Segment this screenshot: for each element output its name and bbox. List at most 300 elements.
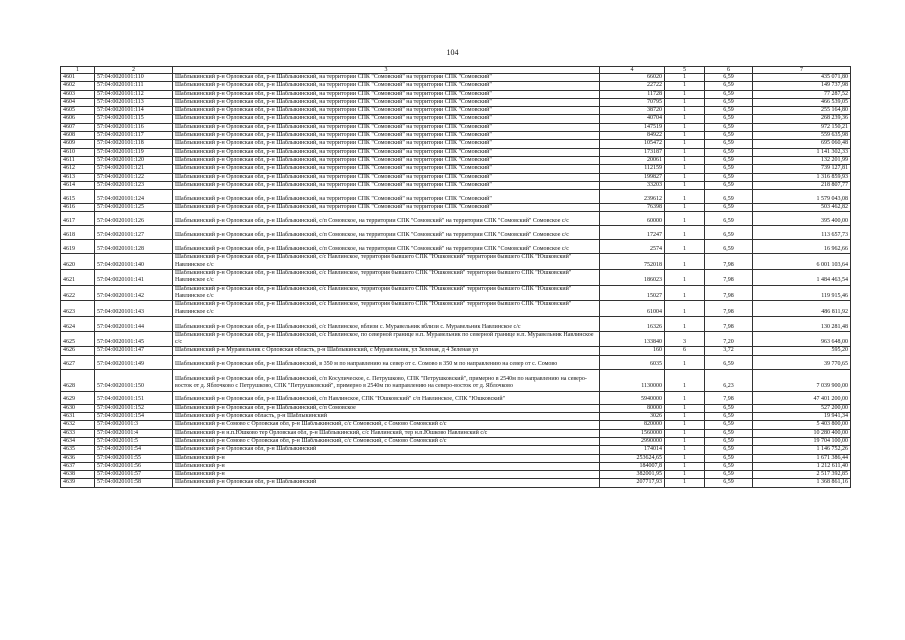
row-number-cell: 4615 bbox=[61, 190, 95, 204]
area-cell: 3026 bbox=[600, 413, 665, 421]
address-cell: Шаблыкинский р-н Орловская обл, р-н Шаблыкинский, с/с Навлинское, территория бывшего СПК "Юшковский" территория бывшего СПК "Юшковский" Навлинское с/с bbox=[173, 301, 600, 317]
address-cell: Шаблыкинский р-н Орловская обл, р-н Шаблыкинский bbox=[173, 479, 600, 487]
address-cell: Шаблыкинский р-н Орловская обл, р-н Шаблыкинский, на территории СПК "Сомовский" на территории СПК "Сомовский" bbox=[173, 140, 600, 148]
value-cell: 1 141 302,33 bbox=[753, 148, 851, 156]
table-row bbox=[61, 404, 851, 412]
cadastral-number-cell: 57:04:0020101:5 bbox=[95, 437, 173, 445]
value-cell: 255 164,80 bbox=[753, 107, 851, 115]
cadastral-number-cell: 57:04:0020101:145 bbox=[95, 331, 173, 347]
category-cell: 1 bbox=[665, 156, 705, 164]
table-row bbox=[61, 82, 851, 90]
area-cell: 80000 bbox=[600, 404, 665, 412]
table-row bbox=[61, 446, 851, 454]
category-cell: 1 bbox=[665, 471, 705, 479]
row-number-cell: 4606 bbox=[61, 115, 95, 123]
table-row bbox=[61, 454, 851, 462]
category-cell: 1 bbox=[665, 212, 705, 226]
rate-cell: 6,59 bbox=[705, 148, 753, 156]
table-row bbox=[61, 98, 851, 106]
category-cell: 1 bbox=[665, 446, 705, 454]
rate-cell: 6,59 bbox=[705, 355, 753, 369]
address-cell: Шаблыкинский р-н Орловская обл, р-н Шаблыкинский, с/с Навлинское, по северной границе н.п. Муравельник по северной границе н.п. Муравельник Навлинское с/с bbox=[173, 331, 600, 347]
address-cell: Шаблыкинский р-н bbox=[173, 462, 600, 470]
header-cell: 3 bbox=[173, 67, 600, 74]
rate-cell: 6,59 bbox=[705, 437, 753, 445]
row-number-cell: 4632 bbox=[61, 421, 95, 429]
table-row bbox=[61, 74, 851, 82]
cadastral-number-cell: 57:04:0020101:151 bbox=[95, 391, 173, 404]
row-number-cell: 4622 bbox=[61, 285, 95, 301]
cadastral-number-cell: 57:04:0020101:121 bbox=[95, 165, 173, 173]
table-row bbox=[61, 107, 851, 115]
address-cell: Шаблыкинский р-н Орловская область, р-н Шаблыкинский bbox=[173, 413, 600, 421]
table-row bbox=[61, 90, 851, 98]
header-cell: 4 bbox=[600, 67, 665, 74]
address-cell: Шаблыкинский р-н bbox=[173, 471, 600, 479]
category-cell: 1 bbox=[665, 165, 705, 173]
row-number-cell: 4624 bbox=[61, 316, 95, 331]
address-cell: Шаблыкинский р-н Орловская обл, р-н Шаблыкинский, на территории СПК "Сомовский" на территории СПК "Сомовский" bbox=[173, 132, 600, 140]
table-row bbox=[61, 369, 851, 391]
cadastral-number-cell: 57:04:0020101:113 bbox=[95, 98, 173, 106]
table-row bbox=[61, 204, 851, 212]
address-cell: Шаблыкинский р-н Орловская обл, р-н Шаблыкинский, с/с Навлинское, территория бывшего СПК "Юшковский" территория бывшего СПК "Юшковский" Навлинское с/с bbox=[173, 270, 600, 286]
category-cell: 1 bbox=[665, 90, 705, 98]
cadastral-number-cell: 57:04:0020101:115 bbox=[95, 115, 173, 123]
value-cell: 47 401 200,00 bbox=[753, 391, 851, 404]
category-cell: 1 bbox=[665, 454, 705, 462]
row-number-cell: 4604 bbox=[61, 98, 95, 106]
rate-cell: 6,59 bbox=[705, 204, 753, 212]
value-cell: 39 770,65 bbox=[753, 355, 851, 369]
address-cell: Шаблыкинский р-н Орловская обл, р-н Шаблыкинский, на территории СПК "Сомовский" на территории СПК "Сомовский" bbox=[173, 115, 600, 123]
category-cell: 1 bbox=[665, 82, 705, 90]
area-cell: 76398 bbox=[600, 204, 665, 212]
area-cell: 105472 bbox=[600, 140, 665, 148]
row-number-cell: 4601 bbox=[61, 74, 95, 82]
value-cell: 1 368 861,16 bbox=[753, 479, 851, 487]
table-row bbox=[61, 165, 851, 173]
row-number-cell: 4607 bbox=[61, 123, 95, 131]
row-number-cell: 4638 bbox=[61, 471, 95, 479]
row-number-cell: 4608 bbox=[61, 132, 95, 140]
cadastral-number-cell: 57:04:0020101:110 bbox=[95, 74, 173, 82]
address-cell: Шаблыкинский р-н Орловская обл, р-н Шаблыкинский, с/с Навлинское, вблизи с. Муравельник вблизи с. Муравельник Навлинское с/с bbox=[173, 316, 600, 331]
value-cell: 6 001 103,64 bbox=[753, 254, 851, 270]
category-cell: 1 bbox=[665, 429, 705, 437]
area-cell: 173187 bbox=[600, 148, 665, 156]
value-cell: 149 737,98 bbox=[753, 82, 851, 90]
table-row bbox=[61, 421, 851, 429]
value-cell: 77 287,52 bbox=[753, 90, 851, 98]
cadastral-number-cell: 57:04:0020101:117 bbox=[95, 132, 173, 140]
row-number-cell: 4635 bbox=[61, 446, 95, 454]
rate-cell: 6,59 bbox=[705, 454, 753, 462]
cadastral-number-cell: 57:04:0020101:124 bbox=[95, 190, 173, 204]
category-cell: 1 bbox=[665, 413, 705, 421]
table-row bbox=[61, 391, 851, 404]
rate-cell: 6,59 bbox=[705, 82, 753, 90]
area-cell: 70795 bbox=[600, 98, 665, 106]
row-number-cell: 4614 bbox=[61, 181, 95, 189]
value-cell: 119 915,46 bbox=[753, 285, 851, 301]
column-number-row bbox=[61, 67, 851, 74]
rate-cell: 7,98 bbox=[705, 316, 753, 331]
cadastral-number-cell: 57:04:0020101:125 bbox=[95, 204, 173, 212]
area-cell: 2574 bbox=[600, 240, 665, 254]
table-row bbox=[61, 429, 851, 437]
address-cell: Шаблыкинский р-н Орловская обл, р-н Шаблыкинский, на территории СПК "Сомовский" на территории СПК "Сомовский" bbox=[173, 123, 600, 131]
rate-cell: 7,98 bbox=[705, 301, 753, 317]
row-number-cell: 4623 bbox=[61, 301, 95, 317]
row-number-cell: 4621 bbox=[61, 270, 95, 286]
category-cell: 1 bbox=[665, 204, 705, 212]
cadastral-number-cell: 57:04:0020101:118 bbox=[95, 140, 173, 148]
header-cell: 6 bbox=[705, 67, 753, 74]
address-cell: Шаблыкинский р-н Орловская обл, р-н Шаблыкинский, с/п Сомовское bbox=[173, 404, 600, 412]
row-number-cell: 4633 bbox=[61, 429, 95, 437]
row-number-cell: 4629 bbox=[61, 391, 95, 404]
row-number-cell: 4639 bbox=[61, 479, 95, 487]
area-cell: 112159 bbox=[600, 165, 665, 173]
area-cell: 17247 bbox=[600, 226, 665, 240]
rate-cell: 6,59 bbox=[705, 413, 753, 421]
row-number-cell: 4603 bbox=[61, 90, 95, 98]
rate-cell: 6,59 bbox=[705, 115, 753, 123]
table-row bbox=[61, 173, 851, 181]
value-cell: 1 579 043,08 bbox=[753, 190, 851, 204]
table-row bbox=[61, 355, 851, 369]
area-cell: 66020 bbox=[600, 74, 665, 82]
value-cell: 268 239,36 bbox=[753, 115, 851, 123]
address-cell: Шаблыкинский р-н Орловская обл, р-н Шаблыкинский, с/п Косулическое, с. Петрушково, СПК "Петрушковский", примерно в 2540м по направлению на северо-восток от д. Яблочково с Петрушково, СПК "Петрушковский", примерно в 2540м по направлению на северо-восток от д. Яблочково bbox=[173, 369, 600, 391]
cadastral-number-cell: 57:04:0020101:58 bbox=[95, 479, 173, 487]
value-cell: 1 484 463,54 bbox=[753, 270, 851, 286]
category-cell: 1 bbox=[665, 285, 705, 301]
area-cell: 6035 bbox=[600, 355, 665, 369]
rate-cell: 6,59 bbox=[705, 107, 753, 115]
rate-cell: 6,59 bbox=[705, 132, 753, 140]
cadastral-number-cell: 57:04:0020101:56 bbox=[95, 462, 173, 470]
area-cell: 2990000 bbox=[600, 437, 665, 445]
table-row bbox=[61, 254, 851, 270]
value-cell: 132 201,99 bbox=[753, 156, 851, 164]
area-cell: 147519 bbox=[600, 123, 665, 131]
row-number-cell: 4602 bbox=[61, 82, 95, 90]
address-cell: Шаблыкинский р-н Орловская обл, р-н Шаблыкинский, с/п Сомовское, на территории СПК "Сомовский" на территории СПК "Сомовский" Сомовское с/с bbox=[173, 226, 600, 240]
category-cell: 1 bbox=[665, 369, 705, 391]
address-cell: Шаблыкинский р-н Орловская обл, р-н Шаблыкинский, на территории СПК "Сомовский" на территории СПК "Сомовский" bbox=[173, 204, 600, 212]
rate-cell: 6,59 bbox=[705, 181, 753, 189]
cadastral-number-cell: 57:04:0020101:122 bbox=[95, 173, 173, 181]
rate-cell: 6,59 bbox=[705, 240, 753, 254]
value-cell: 7 039 900,00 bbox=[753, 369, 851, 391]
header-cell: 2 bbox=[95, 67, 173, 74]
address-cell: Шаблыкинский р-н Орловская обл, р-н Шаблыкинский, с/п Навлинское, СПК "Юшковский" с/п Навлинское, СПК "Юшковский" bbox=[173, 391, 600, 404]
category-cell: 1 bbox=[665, 173, 705, 181]
rate-cell: 7,20 bbox=[705, 331, 753, 347]
value-cell: 2 517 392,85 bbox=[753, 471, 851, 479]
rate-cell: 7,98 bbox=[705, 270, 753, 286]
table-row bbox=[61, 413, 851, 421]
area-cell: 174014 bbox=[600, 446, 665, 454]
rate-cell: 3,72 bbox=[705, 347, 753, 355]
row-number-cell: 4628 bbox=[61, 369, 95, 391]
row-number-cell: 4619 bbox=[61, 240, 95, 254]
rate-cell: 6,59 bbox=[705, 404, 753, 412]
row-number-cell: 4634 bbox=[61, 437, 95, 445]
cadastral-number-cell: 57:04:0020101:55 bbox=[95, 454, 173, 462]
value-cell: 739 127,81 bbox=[753, 165, 851, 173]
cadastral-number-cell: 57:04:0020101:127 bbox=[95, 226, 173, 240]
value-cell: 972 150,21 bbox=[753, 123, 851, 131]
value-cell: 695 060,48 bbox=[753, 140, 851, 148]
rate-cell: 6,59 bbox=[705, 90, 753, 98]
address-cell: Шаблыкинский р-н Орловская обл, р-н Шаблыкинский, на территории СПК "Сомовский" на территории СПК "Сомовский" bbox=[173, 181, 600, 189]
category-cell: 1 bbox=[665, 240, 705, 254]
category-cell: 1 bbox=[665, 115, 705, 123]
row-number-cell: 4637 bbox=[61, 462, 95, 470]
table-row bbox=[61, 437, 851, 445]
area-cell: 199827 bbox=[600, 173, 665, 181]
rate-cell: 7,98 bbox=[705, 254, 753, 270]
area-cell: 382001,95 bbox=[600, 471, 665, 479]
category-cell: 1 bbox=[665, 74, 705, 82]
cadastral-number-cell: 57:04:0020101:147 bbox=[95, 347, 173, 355]
area-cell: 61004 bbox=[600, 301, 665, 317]
area-cell: 133840 bbox=[600, 331, 665, 347]
rate-cell: 6,59 bbox=[705, 190, 753, 204]
address-cell: Шаблыкинский р-н Орловская обл, р-н Шаблыкинский, на территории СПК "Сомовский" на территории СПК "Сомовский" bbox=[173, 165, 600, 173]
row-number-cell: 4611 bbox=[61, 156, 95, 164]
value-cell: 5 403 800,00 bbox=[753, 421, 851, 429]
area-cell: 22722 bbox=[600, 82, 665, 90]
table-row bbox=[61, 479, 851, 487]
rate-cell: 6,59 bbox=[705, 429, 753, 437]
table-row bbox=[61, 140, 851, 148]
cadastral-number-cell: 57:04:0020101:57 bbox=[95, 471, 173, 479]
category-cell: 1 bbox=[665, 391, 705, 404]
category-cell: 1 bbox=[665, 404, 705, 412]
value-cell: 503 462,82 bbox=[753, 204, 851, 212]
value-cell: 16 962,66 bbox=[753, 240, 851, 254]
area-cell: 207717,93 bbox=[600, 479, 665, 487]
category-cell: 1 bbox=[665, 148, 705, 156]
rate-cell: 6,59 bbox=[705, 479, 753, 487]
cadastral-number-cell: 57:04:0020101:111 bbox=[95, 82, 173, 90]
value-cell: 1 212 611,40 bbox=[753, 462, 851, 470]
table-row bbox=[61, 270, 851, 286]
row-number-cell: 4626 bbox=[61, 347, 95, 355]
cadastral-number-cell: 57:04:0020101:152 bbox=[95, 404, 173, 412]
table-row bbox=[61, 190, 851, 204]
area-cell: 186023 bbox=[600, 270, 665, 286]
area-cell: 33203 bbox=[600, 181, 665, 189]
rate-cell: 6,59 bbox=[705, 156, 753, 164]
cadastral-number-cell: 57:04:0020101:119 bbox=[95, 148, 173, 156]
address-cell: Шаблыкинский р-н Орловская обл, р-н Шаблыкинский, на территории СПК "Сомовский" на территории СПК "Сомовский" bbox=[173, 82, 600, 90]
area-cell: 239612 bbox=[600, 190, 665, 204]
value-cell: 1 671 386,44 bbox=[753, 454, 851, 462]
rate-cell: 6,59 bbox=[705, 74, 753, 82]
area-cell: 1560000 bbox=[600, 429, 665, 437]
rate-cell: 6,59 bbox=[705, 123, 753, 131]
area-cell: 40704 bbox=[600, 115, 665, 123]
value-cell: 19 941,34 bbox=[753, 413, 851, 421]
rate-cell: 6,59 bbox=[705, 98, 753, 106]
category-cell: 1 bbox=[665, 226, 705, 240]
table-row bbox=[61, 212, 851, 226]
cadastral-number-cell: 57:04:0020101:154 bbox=[95, 413, 173, 421]
address-cell: Шаблыкинский р-н Орловская обл, р-н Шаблыкинский, на территории СПК "Сомовский" на территории СПК "Сомовский" bbox=[173, 90, 600, 98]
category-cell: 1 bbox=[665, 181, 705, 189]
address-cell: Шаблыкинский р-н Орловская обл, р-н Шаблыкинский, с/с Навлинское, территория бывшего СПК "Юшковский" территория бывшего СПК "Юшковский" Навлинское с/с bbox=[173, 254, 600, 270]
cadastral-number-cell: 57:04:0020101:123 bbox=[95, 181, 173, 189]
category-cell: 1 bbox=[665, 479, 705, 487]
row-number-cell: 4617 bbox=[61, 212, 95, 226]
table-row bbox=[61, 226, 851, 240]
rate-cell: 6,59 bbox=[705, 421, 753, 429]
row-number-cell: 4609 bbox=[61, 140, 95, 148]
category-cell: 6 bbox=[665, 347, 705, 355]
value-cell: 130 281,48 bbox=[753, 316, 851, 331]
address-cell: Шаблыкинский р-н Орловская обл, р-н Шаблыкинский, на территории СПК "Сомовский" на территории СПК "Сомовский" bbox=[173, 156, 600, 164]
rate-cell: 6,23 bbox=[705, 369, 753, 391]
value-cell: 10 280 400,00 bbox=[753, 429, 851, 437]
address-cell: Шаблыкинский р-н Сомово с Орловская обл, р-н Шаблыкинский, с/с Сомовский, с Сомово Сомовский с/с bbox=[173, 437, 600, 445]
row-number-cell: 4627 bbox=[61, 355, 95, 369]
table-row bbox=[61, 240, 851, 254]
address-cell: Шаблыкинский р-н Сомово с Орловская обл, р-н Шаблыкинский, с/с Сомовский, с Сомово Сомовский с/с bbox=[173, 421, 600, 429]
address-cell: Шаблыкинский р-н bbox=[173, 454, 600, 462]
value-cell: 486 811,92 bbox=[753, 301, 851, 317]
category-cell: 1 bbox=[665, 316, 705, 331]
value-cell: 113 657,73 bbox=[753, 226, 851, 240]
category-cell: 1 bbox=[665, 140, 705, 148]
rate-cell: 7,98 bbox=[705, 391, 753, 404]
value-cell: 435 071,80 bbox=[753, 74, 851, 82]
page-number: 104 bbox=[446, 48, 459, 57]
address-cell: Шаблыкинский р-н Орловская обл, р-н Шаблыкинский, на территории СПК "Сомовский" на территории СПК "Сомовский" bbox=[173, 98, 600, 106]
value-cell: 218 807,77 bbox=[753, 181, 851, 189]
row-number-cell: 4613 bbox=[61, 173, 95, 181]
category-cell: 1 bbox=[665, 123, 705, 131]
table-row bbox=[61, 285, 851, 301]
header-cell: 1 bbox=[61, 67, 95, 74]
address-cell: Шаблыкинский р-н Орловская обл, р-н Шаблыкинский, на территории СПК "Сомовский" на территории СПК "Сомовский" bbox=[173, 148, 600, 156]
area-cell: 38720 bbox=[600, 107, 665, 115]
address-cell: Шаблыкинский р-н Орловская обл, р-н Шаблыкинский, на территории СПК "Сомовский" на территории СПК "Сомовский" bbox=[173, 107, 600, 115]
land-registry-table bbox=[60, 66, 851, 488]
value-cell: 1 146 752,26 bbox=[753, 446, 851, 454]
row-number-cell: 4620 bbox=[61, 254, 95, 270]
cadastral-number-cell: 57:04:0020101:140 bbox=[95, 254, 173, 270]
address-cell: Шаблыкинский р-н Орловская обл, р-н Шаблыкинский, на территории СПК "Сомовский" на территории СПК "Сомовский" bbox=[173, 74, 600, 82]
cadastral-number-cell: 57:04:0020101:144 bbox=[95, 316, 173, 331]
address-cell: Шаблыкинский р-н Орловская обл, р-н Шаблыкинский, с/п Сомовское, на территории СПК "Сомовский" на территории СПК "Сомовский" Сомовское с/с bbox=[173, 240, 600, 254]
cadastral-number-cell: 57:04:0020101:120 bbox=[95, 156, 173, 164]
table-row bbox=[61, 347, 851, 355]
rate-cell: 6,59 bbox=[705, 165, 753, 173]
area-cell: 60000 bbox=[600, 212, 665, 226]
rate-cell: 6,59 bbox=[705, 212, 753, 226]
rate-cell: 7,98 bbox=[705, 285, 753, 301]
value-cell: 19 704 100,00 bbox=[753, 437, 851, 445]
table-row bbox=[61, 462, 851, 470]
rate-cell: 6,59 bbox=[705, 140, 753, 148]
area-cell: 184007,8 bbox=[600, 462, 665, 470]
address-cell: Шаблыкинский р-н Орловская обл, р-н Шаблыкинский, на территории СПК "Сомовский" на территории СПК "Сомовский" bbox=[173, 190, 600, 204]
rate-cell: 6,59 bbox=[705, 471, 753, 479]
category-cell: 1 bbox=[665, 301, 705, 317]
category-cell: 3 bbox=[665, 331, 705, 347]
category-cell: 1 bbox=[665, 254, 705, 270]
row-number-cell: 4631 bbox=[61, 413, 95, 421]
table-row bbox=[61, 156, 851, 164]
address-cell: Шаблыкинский р-н Муравельник с Орловская область, р-н Шаблыкинский, с Муравельник, ул Зеленая, д 4 Зеленая ул bbox=[173, 347, 600, 355]
category-cell: 1 bbox=[665, 355, 705, 369]
cadastral-number-cell: 57:04:0020101:114 bbox=[95, 107, 173, 115]
address-cell: Шаблыкинский р-н н.п.Юшково тер Орловская обл, р-н Шаблыкинский, с/с Навлинский, тер н.п.Юшково Навлинский с/с bbox=[173, 429, 600, 437]
category-cell: 1 bbox=[665, 437, 705, 445]
area-cell: 16326 bbox=[600, 316, 665, 331]
table-row bbox=[61, 331, 851, 347]
area-cell: 820000 bbox=[600, 421, 665, 429]
address-cell: Шаблыкинский р-н Орловская обл, р-н Шаблыкинский, с/п Сомовское, на территории СПК "Сомовский" на территории СПК "Сомовский" Сомовское с/с bbox=[173, 212, 600, 226]
area-cell: 160 bbox=[600, 347, 665, 355]
cadastral-number-cell: 57:04:0020101:4 bbox=[95, 429, 173, 437]
cadastral-number-cell: 57:04:0020101:112 bbox=[95, 90, 173, 98]
table-row bbox=[61, 316, 851, 331]
header-cell: 7 bbox=[753, 67, 851, 74]
category-cell: 1 bbox=[665, 107, 705, 115]
address-cell: Шаблыкинский р-н Орловская обл, р-н Шаблыкинский, с/с Навлинское, территория бывшего СПК "Юшковский" территория бывшего СПК "Юшковский" Навлинское с/с bbox=[173, 285, 600, 301]
table-row bbox=[61, 123, 851, 131]
cadastral-number-cell: 57:04:0020101:54 bbox=[95, 446, 173, 454]
row-number-cell: 4605 bbox=[61, 107, 95, 115]
value-cell: 395 400,00 bbox=[753, 212, 851, 226]
area-cell: 1130000 bbox=[600, 369, 665, 391]
value-cell: 559 635,98 bbox=[753, 132, 851, 140]
value-cell: 527 200,00 bbox=[753, 404, 851, 412]
table-row bbox=[61, 132, 851, 140]
row-number-cell: 4616 bbox=[61, 204, 95, 212]
category-cell: 1 bbox=[665, 132, 705, 140]
cadastral-number-cell: 57:04:0020101:142 bbox=[95, 285, 173, 301]
table-row bbox=[61, 181, 851, 189]
table-row bbox=[61, 301, 851, 317]
cadastral-number-cell: 57:04:0020101:141 bbox=[95, 270, 173, 286]
rate-cell: 6,59 bbox=[705, 446, 753, 454]
cadastral-number-cell: 57:04:0020101:126 bbox=[95, 212, 173, 226]
header-cell: 5 bbox=[665, 67, 705, 74]
address-cell: Шаблыкинский р-н Орловская обл, р-н Шаблыкинский, на территории СПК "Сомовский" на территории СПК "Сомовский" bbox=[173, 173, 600, 181]
rate-cell: 6,59 bbox=[705, 462, 753, 470]
area-cell: 20061 bbox=[600, 156, 665, 164]
value-cell: 466 539,05 bbox=[753, 98, 851, 106]
row-number-cell: 4636 bbox=[61, 454, 95, 462]
row-number-cell: 4610 bbox=[61, 148, 95, 156]
category-cell: 1 bbox=[665, 98, 705, 106]
address-cell: Шаблыкинский р-н Орловская обл, р-н Шаблыкинский, в 350 м по направлению на север от с. Сомово в 350 м по направлению на север от с. Сомово bbox=[173, 355, 600, 369]
row-number-cell: 4618 bbox=[61, 226, 95, 240]
table-row bbox=[61, 471, 851, 479]
value-cell: 963 648,00 bbox=[753, 331, 851, 347]
row-number-cell: 4630 bbox=[61, 404, 95, 412]
address-cell: Шаблыкинский р-н Орловская обл, р-н Шаблыкинский bbox=[173, 446, 600, 454]
category-cell: 1 bbox=[665, 190, 705, 204]
cadastral-number-cell: 57:04:0020101:3 bbox=[95, 421, 173, 429]
